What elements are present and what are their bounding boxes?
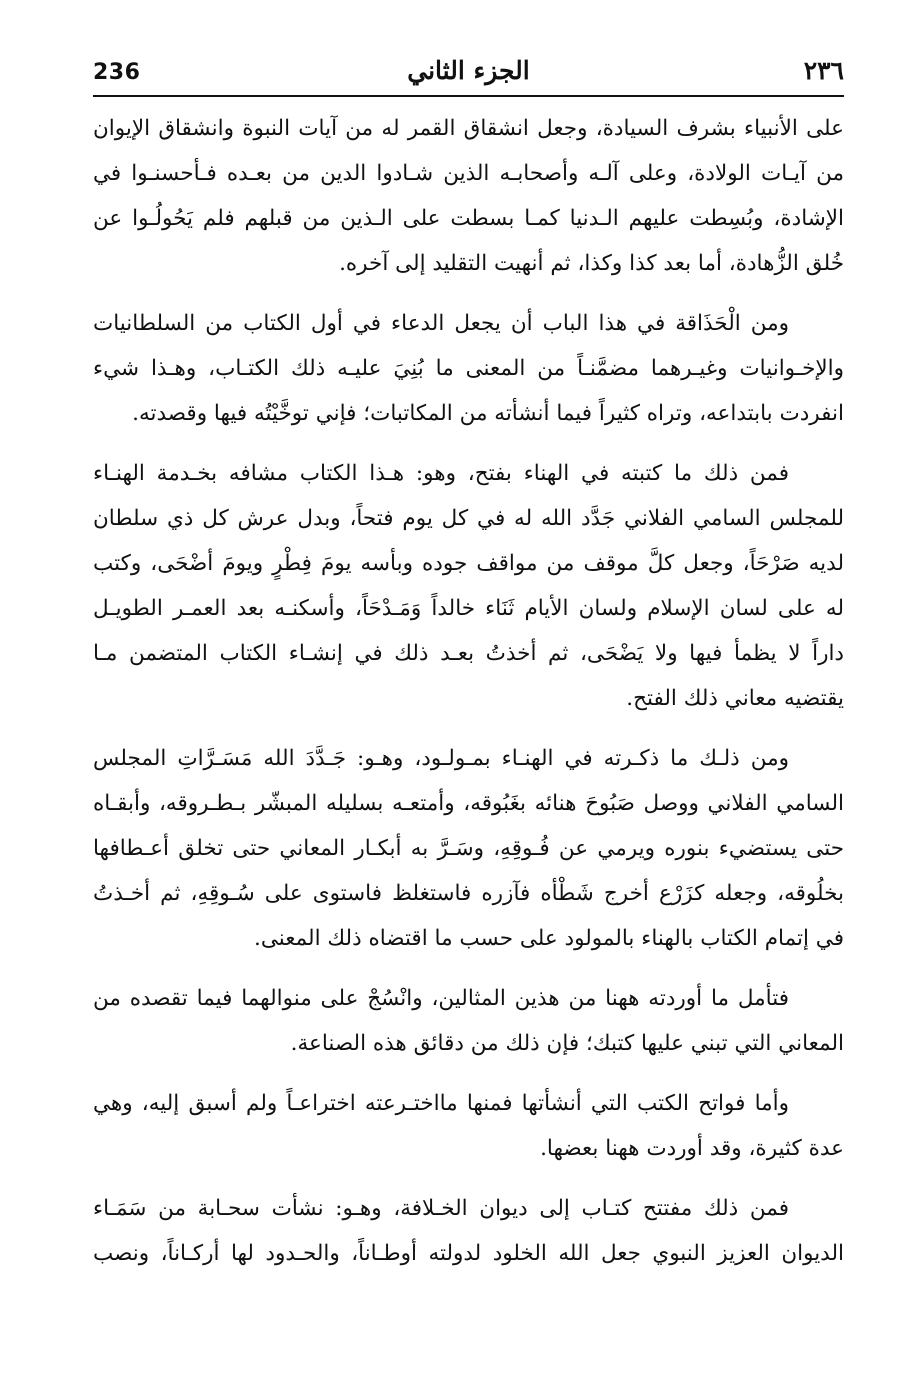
- paragraph: [93, 976, 844, 1066]
- text-line: بخلُوقه، وجعله كزَرْع أخرج شَطْأه فآزره فاستغلظ فاستوى على سُـوقِهِ، ثم أخـذتُ: [93, 881, 844, 906]
- header-rule: [93, 95, 844, 97]
- page-number-latin: 236: [93, 60, 141, 85]
- text-line: داراً لا يظمأ فيها ولا يَضْحَى، ثم أخذتُ بعـد ذلك في إنشـاء الكتاب المتضمن مـا: [93, 641, 844, 666]
- paragraph: [93, 106, 844, 286]
- text-line: الإشادة، وبُسِطت عليهم الـدنيا كمـا بسطت على الـذين من قبلهم فلم يَحُولُـوا عن: [93, 206, 844, 231]
- text-line: انفردت بابتداعه، وتراه كثيراً فيما أنشأته من المكاتبات؛ فإني توخَّيْتُه فيها وقصدته.: [132, 401, 844, 426]
- page-number-arabic: ٢٣٦: [803, 56, 844, 85]
- text-line: وأما فواتح الكتب التي أنشأتها فمنها مااختـرعته اختراعـاً ولم أسبق إليه، وهي: [93, 1091, 789, 1116]
- text-line: للمجلس السامي الفلاني جَدَّد الله له في كل يوم فتحاً، وبدل عرش كل ذي سلطان: [93, 506, 844, 531]
- text-line: والإخـوانيات وغيـرهما مضمَّنـاً من المعنى ما بُنِيَ عليـه ذلك الكتـاب، وهـذا شيء: [93, 356, 844, 381]
- text-line: الديوان العزيز النبوي جعل الله الخلود لدولته أوطـاناً، والحـدود لها أركـاناً، ونصب: [93, 1241, 844, 1266]
- text-line: فمن ذلك ما كتبته في الهناء بفتح، وهو: هـذا الكتاب مشافه بخـدمة الهنـاء: [93, 461, 789, 486]
- paragraph: [93, 451, 844, 721]
- text-line: خُلق الزُّهادة، أما بعد كذا وكذا، ثم أنهيت التقليد إلى آخره.: [339, 251, 844, 276]
- text-line: من آيـات الولادة، وعلى آلـه وأصحابـه الذين شـادوا الدين من بعـده فـأحسنـوا في: [93, 161, 844, 186]
- text-line: فمن ذلك مفتتح كتـاب إلى ديوان الخـلافة، وهـو: نشأت سحـابة من سَمَـاء: [93, 1196, 789, 1221]
- text-line: في إتمام الكتاب بالهناء بالمولود على حسب ما اقتضاه ذلك المعنى.: [254, 926, 844, 951]
- text-line: ومن الْحَذَاقة في هذا الباب أن يجعل الدعاء في أول الكتاب من السلطانيات: [93, 311, 789, 336]
- text-line: لديه صَرْحَاً، وجعل كلَّ موقف من مواقف جوده وبأسه يومَ فِطْرٍ ويومَ أضْحَى، وكتب: [93, 551, 844, 576]
- running-title: الجزء الثاني: [407, 56, 530, 85]
- text-line: عدة كثيرة، وقد أوردت ههنا بعضها.: [540, 1136, 844, 1161]
- text-line: له على لسان الإسلام ولسان الأيام ثَنَاء خالداً وَمَـدْحَاً، وأسكنـه بعد العمـر الطويـل: [93, 596, 844, 621]
- paragraph: [93, 1081, 844, 1171]
- page-body: [93, 106, 844, 1291]
- paragraph: [93, 736, 844, 961]
- text-line: السامي الفلاني ووصل صَبُوحَ هنائه بغَبُوقه، وأمتعـه بسليله المبشّر بـطـروقه، وأبقـاه: [93, 791, 844, 816]
- paragraph: [93, 1186, 844, 1276]
- text-line: المعاني التي تبني عليها كتبك؛ فإن ذلك من دقائق هذه الصناعة.: [290, 1031, 844, 1056]
- text-line: يقتضيه معاني ذلك الفتح.: [626, 686, 844, 711]
- text-line: على الأنبياء بشرف السيادة، وجعل انشقاق القمر له من آيات النبوة وانشقاق الإيوان: [93, 116, 844, 141]
- text-line: ومن ذلـك ما ذكـرته في الهنـاء بمـولـود، وهـو: جَـدَّدَ الله مَسَـرَّاتِ المجلس: [93, 746, 789, 771]
- page-header: [93, 52, 844, 92]
- text-line: فتأمل ما أوردته ههنا من هذين المثالين، وانْسُجْ على منوالهما فيما تقصده من: [93, 986, 789, 1011]
- paragraph: [93, 301, 844, 436]
- text-line: حتى يستضيء بنوره ويرمي عن فُـوقِهِ، وسَـرَّ به أبكـار المعاني حتى تخلق أعـطافها: [93, 836, 844, 861]
